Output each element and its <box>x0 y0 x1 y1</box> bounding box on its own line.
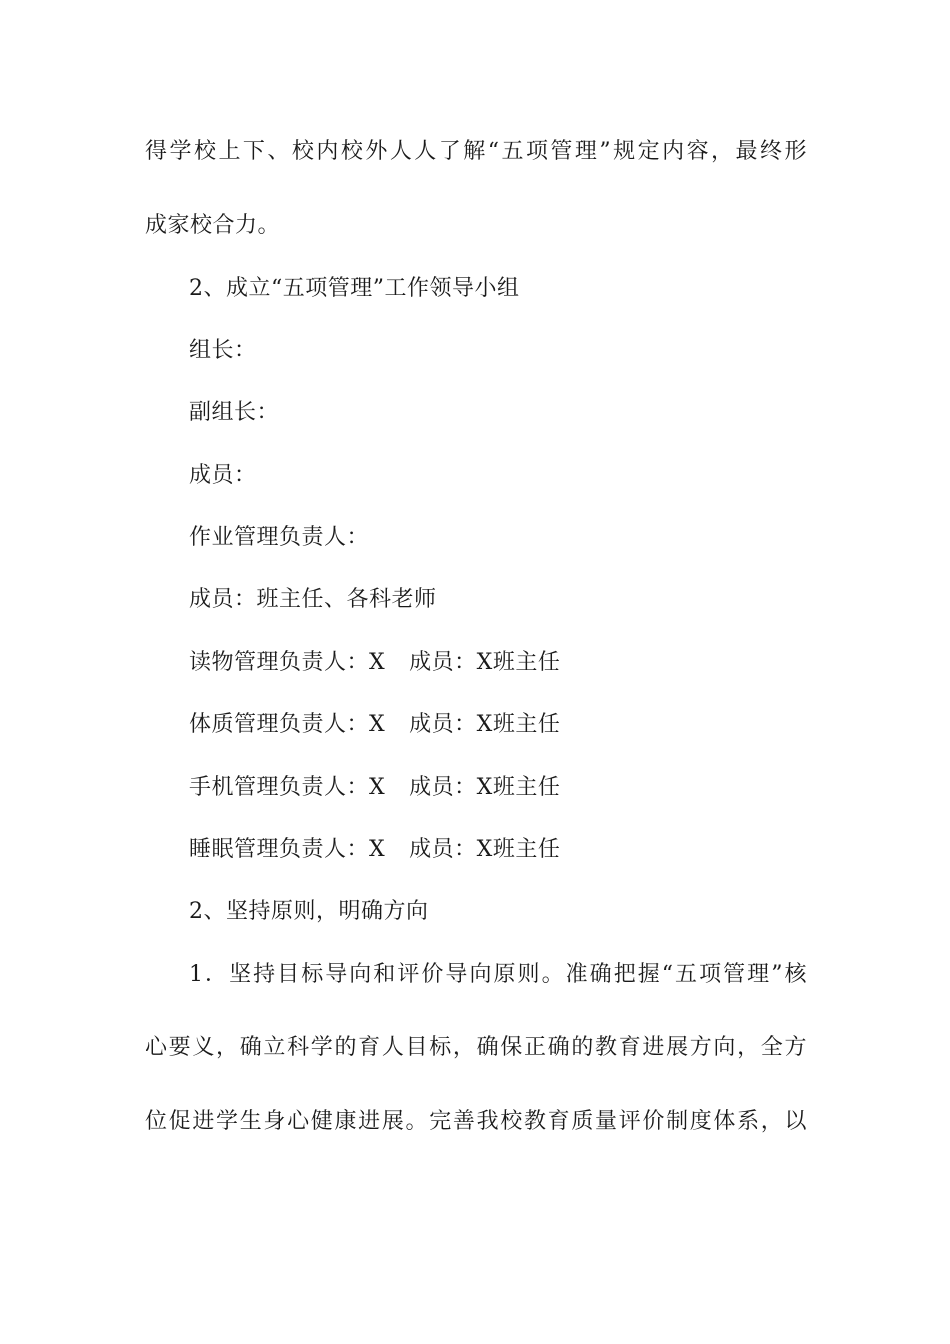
section-heading: 2、成立“五项管理”工作领导小组 <box>189 276 520 301</box>
lead-text: 手机管理负责人：X <box>189 775 386 800</box>
homework-lead-label: 作业管理负责人： <box>189 525 370 550</box>
members-text: 成员：X班主任 <box>409 775 561 800</box>
sleep-lead-row <box>189 835 560 865</box>
leader-label: 组长： <box>189 338 257 363</box>
homework-members-label: 成员：班主任、各科老师 <box>189 587 437 612</box>
paragraph-line: 成家校合力。 <box>145 213 281 238</box>
phone-lead-row <box>189 773 560 803</box>
members-label: 成员： <box>189 463 257 488</box>
lead-text: 体质管理负责人：X <box>189 712 386 737</box>
members-text: 成员：X班主任 <box>409 650 561 675</box>
paragraph-line: 位促进学生身心健康进展。完善我校教育质量评价制度体系，以 <box>145 1109 807 1134</box>
paragraph-line: 心要义，确立科学的育人目标，确保正确的教育进展方向，全方 <box>145 1035 807 1060</box>
members-text: 成员：X班主任 <box>409 712 561 737</box>
paragraph-line: 1．坚持目标导向和评价导向原则。准确把握“五项管理”核 <box>189 962 807 987</box>
fitness-lead-row <box>189 710 560 740</box>
reading-lead-row <box>189 648 560 678</box>
section-heading: 2、坚持原则，明确方向 <box>189 899 429 924</box>
members-text: 成员：X班主任 <box>409 837 561 862</box>
lead-text: 睡眠管理负责人：X <box>189 837 386 862</box>
vice-leader-label: 副组长： <box>189 400 280 425</box>
lead-text: 读物管理负责人：X <box>189 650 386 675</box>
paragraph-line: 得学校上下、校内校外人人了解“五项管理”规定内容，最终形 <box>145 139 807 164</box>
